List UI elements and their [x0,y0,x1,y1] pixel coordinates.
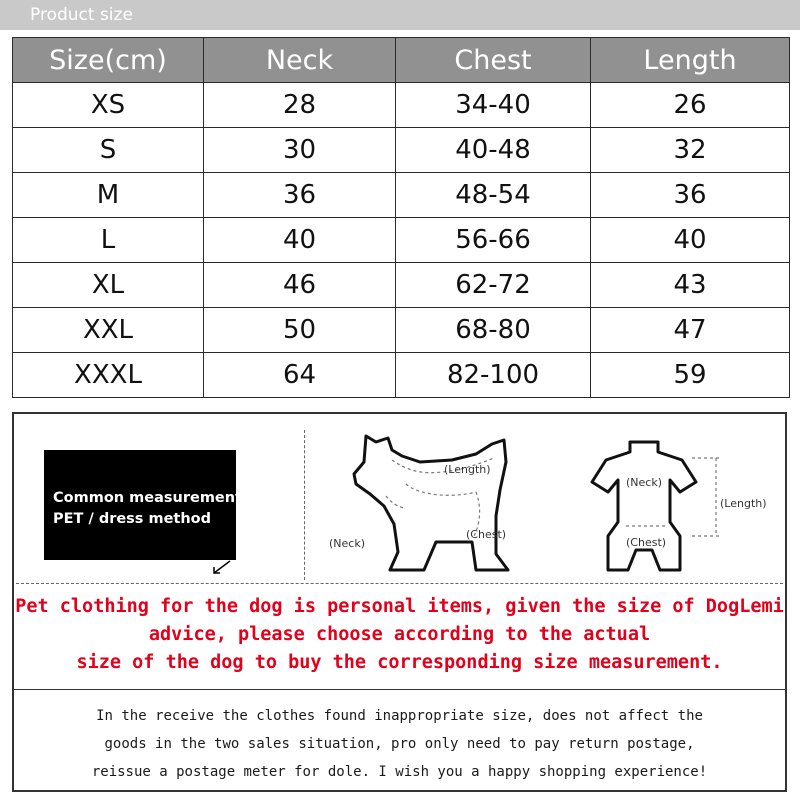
side-neck-label: (Neck) [329,537,365,550]
measurement-method-line1: Common measurement [53,490,243,506]
dog-side-silhouette [354,436,508,570]
size-cell: M [13,173,204,218]
vertical-divider [304,430,305,580]
front-neck-label: (Neck) [626,476,662,489]
size-cell: S [13,128,204,173]
neck-cell: 28 [204,83,396,128]
chest-cell: 34-40 [396,83,591,128]
side-length-label: (Length) [444,463,491,476]
chest-cell: 48-54 [396,173,591,218]
size-cell: XS [13,83,204,128]
chest-cell: 68-80 [396,308,591,353]
front-chest-label: (Chest) [626,536,667,549]
length-cell: 26 [591,83,790,128]
table-row [13,218,790,263]
table-row [13,83,790,128]
column-header-length: Length [591,38,790,83]
dog-front-view-diagram [574,424,784,584]
arrow-icon [210,559,234,577]
chest-cell: 40-48 [396,128,591,173]
chest-cell: 62-72 [396,263,591,308]
measurement-method-line2: PET / dress method [53,511,212,527]
table-header-row [13,38,790,83]
notice-black-line: In the receive the clothes found inappropriate size, does not affect the [96,708,703,724]
chest-cell: 82-100 [396,353,591,398]
neck-cell: 36 [204,173,396,218]
length-cell: 59 [591,353,790,398]
size-table [12,37,790,398]
size-cell: XL [13,263,204,308]
neck-cell: 40 [204,218,396,263]
neck-cell: 64 [204,353,396,398]
table-row [13,128,790,173]
neck-cell: 30 [204,128,396,173]
table-row [13,308,790,353]
table-row [13,173,790,218]
length-cell: 36 [591,173,790,218]
page-title: Product size [30,5,133,25]
neck-cell: 46 [204,263,396,308]
pet-clothing-silhouette [592,442,696,570]
notice-red-line: Pet clothing for the dog is personal items, given the size of DogLemi [15,596,784,617]
notice-red-line: advice, please choose according to the actual [148,624,651,645]
table-row [13,353,790,398]
column-header-chest: Chest [396,38,591,83]
notice-black-line: goods in the two sales situation, pro only need to pay return postage, [104,736,695,752]
column-header-neck: Neck [204,38,396,83]
length-cell: 47 [591,308,790,353]
size-cell: L [13,218,204,263]
dog-side-view-diagram [314,424,549,584]
product-size-header [0,0,800,30]
front-length-label: (Length) [720,497,767,510]
measurement-method-label-box [44,450,243,560]
horizontal-dashed-divider [16,583,783,584]
length-cell: 43 [591,263,790,308]
horizontal-divider [14,689,785,690]
notice-red-line: size of the dog to buy the corresponding size measurement. [76,652,723,673]
notice-black-line: reissue a postage meter for dole. I wish you a happy shopping experience! [91,764,708,780]
chest-cell: 56-66 [396,218,591,263]
length-cell: 40 [591,218,790,263]
length-cell: 32 [591,128,790,173]
table-row [13,263,790,308]
column-header-size: Size(cm) [13,38,204,83]
size-cell: XXXL [13,353,204,398]
measurement-info-box [12,412,787,792]
neck-cell: 50 [204,308,396,353]
side-chest-label: (Chest) [466,528,507,541]
size-cell: XXL [13,308,204,353]
